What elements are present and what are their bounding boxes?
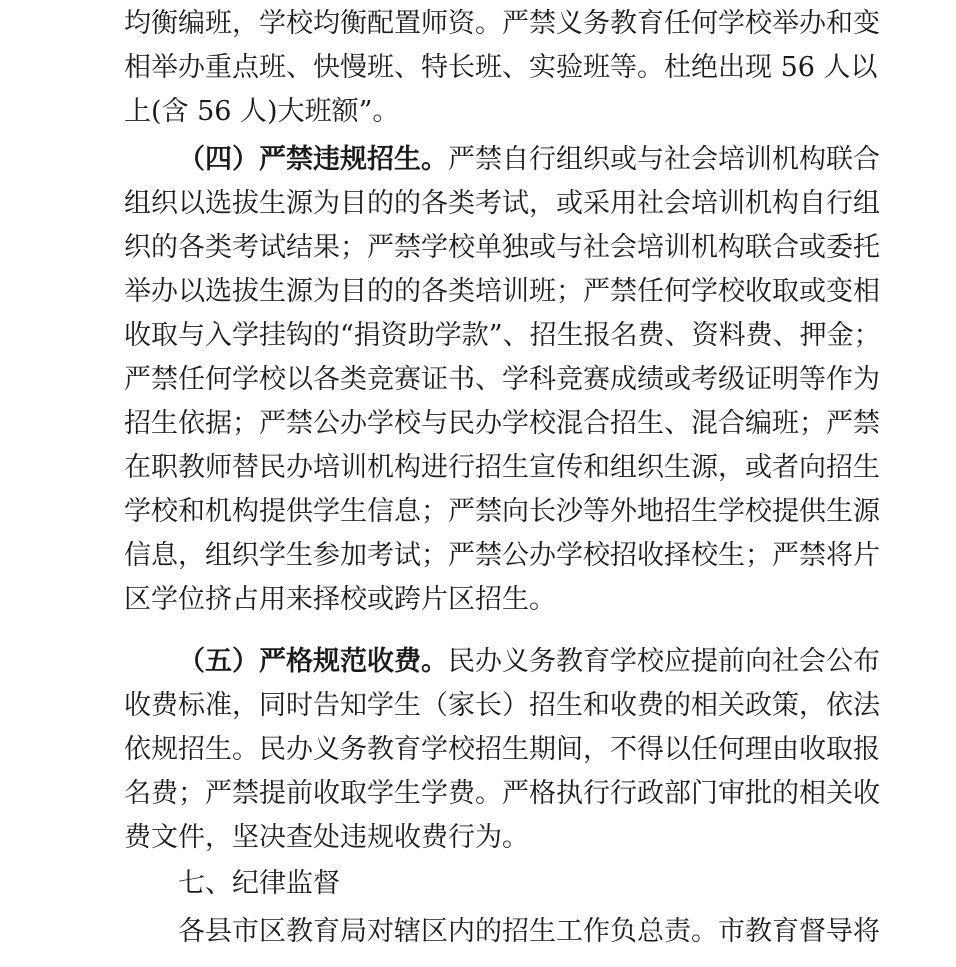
text-line: 上(含 56 人)大班额”。 [124,96,400,127]
section-title: 七、纪律监督 [178,868,340,899]
text-line: 依规招生。民办义务教育学校招生期间，不得以任何理由收取报 [124,734,880,765]
text-line: 收费标准，同时告知学生（家长）招生和收费的相关政策，依法 [124,690,880,721]
text-line: 招生依据；严禁公办学校与民办学校混合招生、混合编班；严禁 [124,408,880,439]
text-run: 严禁自行组织或与社会培训机构联合 [448,144,880,175]
section-heading: （四）严禁违规招生。 [178,144,448,175]
text-line: 在职教师替民办培训机构进行招生宣传和组织生源，或者向招生 [124,452,880,483]
text-line: 严禁任何学校以各类竞赛证书、学科竞赛成绩或考级证明等作为 [124,364,880,395]
text-run: 民办义务教育学校应提前向社会公布 [448,646,880,677]
text-line: 区学位挤占用来择校或跨片区招生。 [124,584,556,615]
text-line: 学校和机构提供学生信息；严禁向长沙等外地招生学校提供生源 [124,496,880,527]
text-line: 信息，组织学生参加考试；严禁公办学校招收择校生；严禁将片 [124,540,880,571]
section-heading: （五）严格规范收费。 [178,646,448,677]
text-line: 均衡编班，学校均衡配置师资。严禁义务教育任何学校举办和变 [124,8,880,39]
text-line: 举办以选拔生源为目的的各类培训班；严禁任何学校收取或变相 [124,276,880,307]
text-line: 相举办重点班、快慢班、特长班、实验班等。杜绝出现 56 人以 [124,52,878,83]
text-line: 费文件，坚决查处违规收费行为。 [124,822,529,853]
text-line: 收取与入学挂钩的“捐资助学款”、招生报名费、资料费、押金； [124,320,881,351]
text-line: 名费；严禁提前收取学生学费。严格执行行政部门审批的相关收 [124,778,880,809]
text-line: 各县市区教育局对辖区内的招生工作负总责。市教育督导将 [178,916,880,947]
text-line: 组织以选拔生源为目的的各类考试，或采用社会培训机构自行组 [124,188,880,219]
paragraph-heading-line [178,640,880,684]
paragraph-heading-line [178,138,880,182]
text-line: 织的各类考试结果；严禁学校单独或与社会培训机构联合或委托 [124,232,880,263]
